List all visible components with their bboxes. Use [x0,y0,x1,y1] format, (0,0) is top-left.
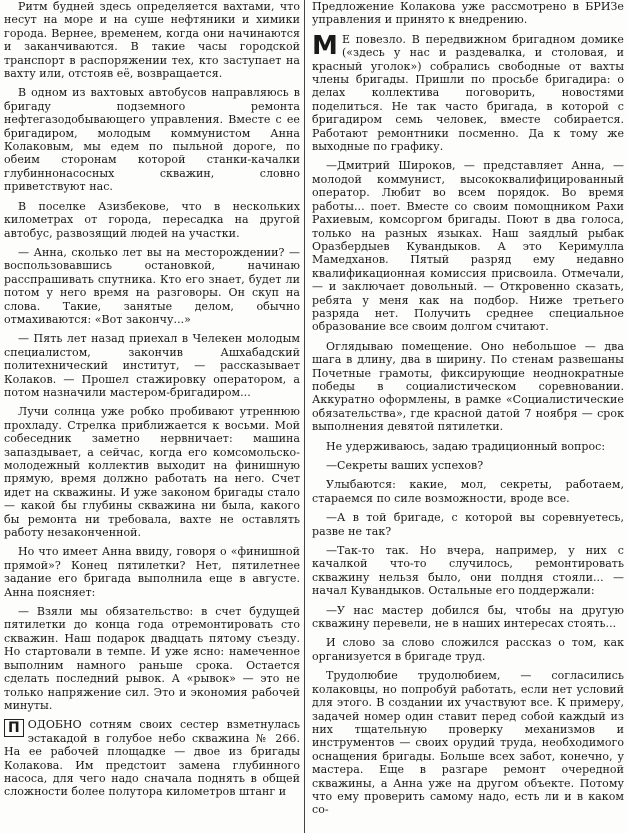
paragraph: Не удерживаюсь, задаю традиционный вопрос: [326,439,606,453]
paragraph: — Пять лет назад приехал в Челекен молодым специалистом, закончив Ашхабадский политехнический институт, — рассказывает Колаков. — Прошел стажировку оператором, а потом назначили мастером-бригадиром... [4,332,300,399]
paragraph: В одном из вахтовых автобусов направляюсь в бригаду подземного ремонта нефтегазодобывающего управления. Вместе с ее бригадиром, молодым коммунистом Анна Колаковым, мы едем по пыльной дороге, по обеим сторонам которой станки-качалки глубиннонасосных скважин, словно приветствуют нас. [4,86,300,194]
paragraph: — Анна, сколько лет вы на месторождении? — воспользовавшись остановкой, начинаю расспрашивать спутника. Кто его знает, будет ли потом у него время на разговоры. Он скуп на слова. Такие, занятые делом, обычно отмахиваются: «Вот закончу...» [4,245,300,326]
left-column [4,0,300,833]
paragraph-dropcap [4,718,300,798]
paragraph: —Дмитрий Широков, — представляет Анна, — молодой коммунист, высококвалифицированный оператор. Любит во всем порядок. Во время работы... поет. Вместе со своим помощником Рахи Рахиевым, комсоргом бригады. Поют в два голоса, только на разных языках. Наш заядлый рыбак Оразбердыев Кувандыков. А это Керимулла Мамедханов. Пятый разряд ему недавно квалификационная комиссия присвоила. Отмечали, — и заключает довольный. — Откровенно сказать, ребята у меня как на подбор. Ниже третьего разряда нет. Получить среднее специальное образование все своим долгом считают. [312,159,624,334]
paragraph: В поселке Азизбекове, что в нескольких километрах от города, пересадка на другой автобус, развозящий людей на участки. [4,199,300,240]
dropcap-letter: М [312,30,338,61]
paragraph-text: Е повезло. В передвижном бригадном домике («здесь у нас и раздевалка, и столовая, и красный уголок») собрались свободные от вахты члены бригады. Пришли по просьбе бригадира: о делах коллектива поговорить, новостями поделиться. Не так часто бригада, в которой с бригадиром семь человек, вместе собирается. Работают ремонтники посменно. Да к тому же выходные по графику. [312,32,624,154]
paragraph: Ритм будней здесь определяется вахтами, что несут на море и на суше нефтяники и химики города. Вернее, временем, когда они начинаются и заканчиваются. В такие часы городской транспорт в распоряжении тех, кто заступает на вахту или, отстояв её, возвращается. [4,0,300,81]
dropcap-letter: П [4,719,24,737]
paragraph: —Так-то так. Но вчера, например, у них с качалкой что-то случилось, ремонтировать скважину нельзя было, они полдня стояли... — начал Кувандыков. Остальные его поддержали: [312,544,624,598]
paragraph: Лучи солнца уже робко пробивают утреннюю прохладу. Стрелка приближается к восьми. Мой собеседник заметно нервничает: машина запаздывает, а сейчас, когда его комсомольско-молодежный коллектив выходит на финишную прямую, время должно работать на него. Счет идет на скважины. И уже законом бригады стало — какой бы глубины скважина ни была, какого бы ремонта ни требовала, вахте не оставлять работу незаконченной. [4,405,300,540]
paragraph-text: ОДОБНО сотням своих сестер взметнулась эстакадой в голубое небо скважина № 266. На ее рабочей площадке — двое из бригады Колакова. Им предстоит замена глубинного насоса, для чего надо сначала поднять в общей сложности более полутора километров штанг и [4,718,300,799]
paragraph: —У нас мастер добился бы, чтобы на другую скважину перевели, не в наших интересах стоять... [312,603,624,631]
paragraph: И слово за слово сложился рассказ о том, как организуется в бригаде труд. [312,636,624,663]
paragraph: Но что имеет Анна ввиду, говоря о «финишной прямой»? Конец пятилетки? Нет, пятилетнее задание его бригада выполнила еще в августе. Анна поясняет: [4,545,300,599]
column-divider [304,0,305,833]
paragraph-dropcap [312,30,624,154]
paragraph: Улыбаются: какие, мол, секреты, работаем, стараемся по силе возможности, вроде все. [312,478,624,505]
paragraph: — Взяли мы обязательство: в счет будущей пятилетки до конца года отремонтировать сто скважин. Наш подарок двадцать пятому съезду. Но стартовали в темпе. И уже ясно: намеченное выполним намного раньше срока. Остается сделать последний рывок. А «рывок» — это не только напряжение сил. Это и экономия рабочей минуты. [4,605,300,712]
paragraph: Предложение Колакова уже рассмотрено в БРИЗе управления и принято к внедрению. [312,0,624,27]
paragraph: Трудолюбие трудолюбием, — согласились колаковцы, но попробуй работать, если нет условий для этого. В создании их участвуют все. К примеру, задачей номер один ставит перед собой каждый из них тщательную проверку механизмов и инструментов — своих орудий труда, необходимого оснащения бригады. Больше всех забот, конечно, у мастера. Еще в разгаре ремонт очередной скважины, а Анна уже на другом объекте. Потому что ему проверить самому надо, есть ли и в каком со- [312,669,624,817]
paragraph: Оглядываю помещение. Оно небольшое — два шага в длину, два в ширину. По стенам развешаны Почетные грамоты, фиксирующие неоднократные победы в социалистическом соревновании. Аккуратно оформлены, в рамке «Социалистические обязательства», где красной датой 7 ноября — срок выполнения девятой пятилетки. [312,339,624,434]
right-column [312,0,624,833]
paragraph: —Секреты ваших успехов? [326,459,484,472]
paragraph: —А в той бригаде, с которой вы соревнуетесь, разве не так? [312,511,624,538]
